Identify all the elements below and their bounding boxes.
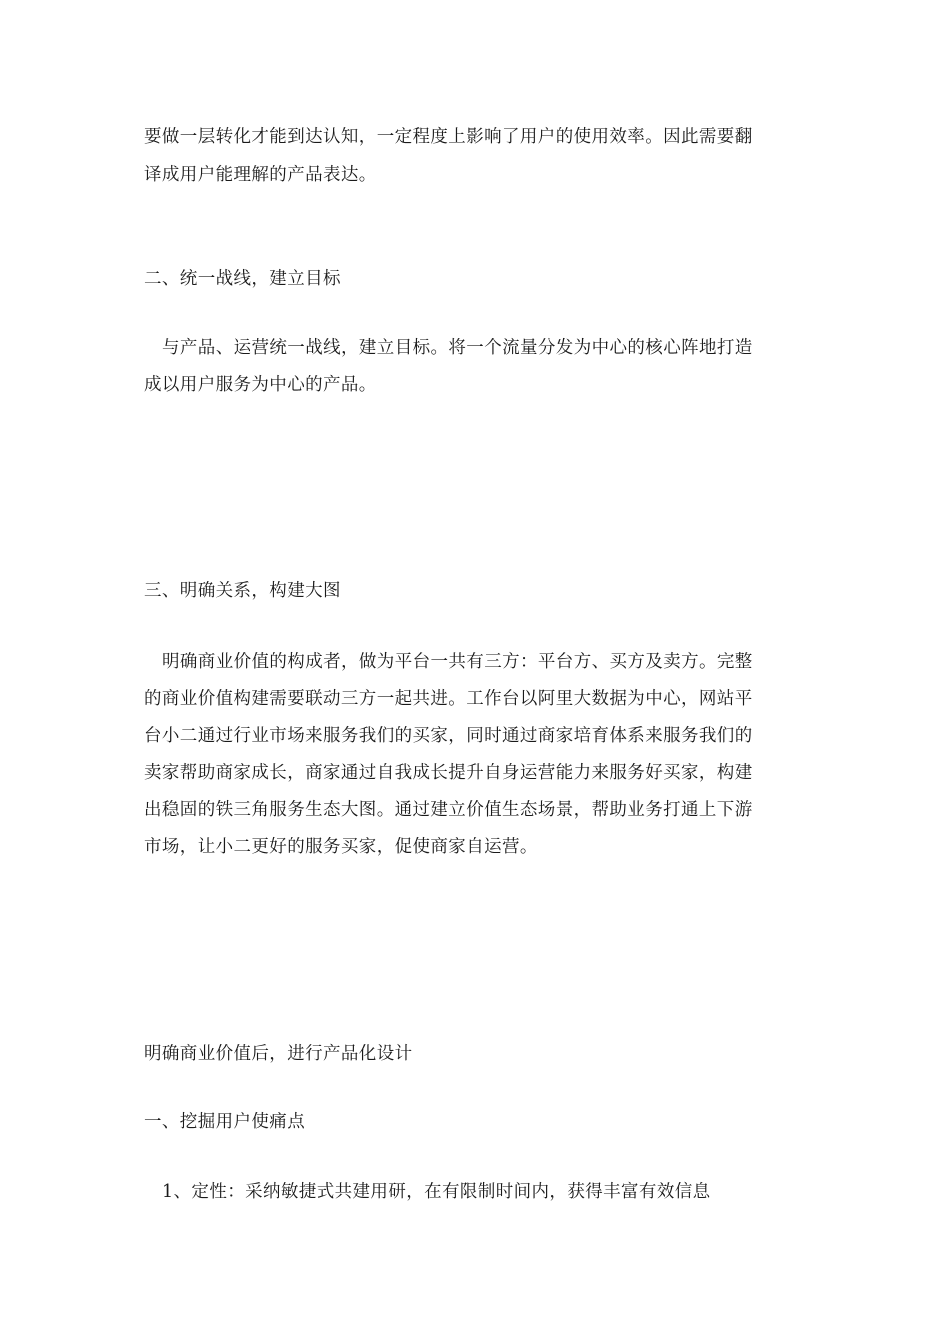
section-3-line-6: 市场，让小二更好的服务买家，促使商家自运营。 bbox=[144, 837, 538, 857]
section-2-line-1: 与产品、运营统一战线，建立目标。将一个流量分发为中心的核心阵地打造 bbox=[162, 338, 753, 358]
section-3-line-4: 卖家帮助商家成长，商家通过自我成长提升自身运营能力来服务好买家，构建 bbox=[144, 763, 753, 783]
intro-line-1: 要做一层转化才能到达认知，一定程度上影响了用户的使用效率。因此需要翻 bbox=[144, 127, 753, 147]
intro-line-2: 译成用户能理解的产品表达。 bbox=[144, 165, 377, 185]
section-2-line-2: 成以用户服务为中心的产品。 bbox=[144, 375, 377, 395]
section-3-heading: 三、明确关系，构建大图 bbox=[144, 581, 341, 601]
section-3-line-1: 明确商业价值的构成者，做为平台一共有三方：平台方、买方及卖方。完整 bbox=[162, 652, 753, 672]
section-3-line-3: 台小二通过行业市场来服务我们的买家，同时通过商家培育体系来服务我们的 bbox=[144, 726, 753, 746]
section-3-line-2: 的商业价值构建需要联动三方一起共进。工作台以阿里大数据为中心，网站平 bbox=[144, 689, 753, 709]
productization-item-1: 1、定性：采纳敏捷式共建用研，在有限制时间内，获得丰富有效信息 bbox=[162, 1182, 711, 1202]
section-2-heading: 二、统一战线，建立目标 bbox=[144, 269, 341, 289]
section-3-line-5: 出稳固的铁三角服务生态大图。通过建立价值生态场景，帮助业务打通上下游 bbox=[144, 800, 753, 820]
productization-subheading: 一、挖掘用户使痛点 bbox=[144, 1112, 306, 1132]
productization-heading: 明确商业价值后，进行产品化设计 bbox=[144, 1044, 413, 1064]
